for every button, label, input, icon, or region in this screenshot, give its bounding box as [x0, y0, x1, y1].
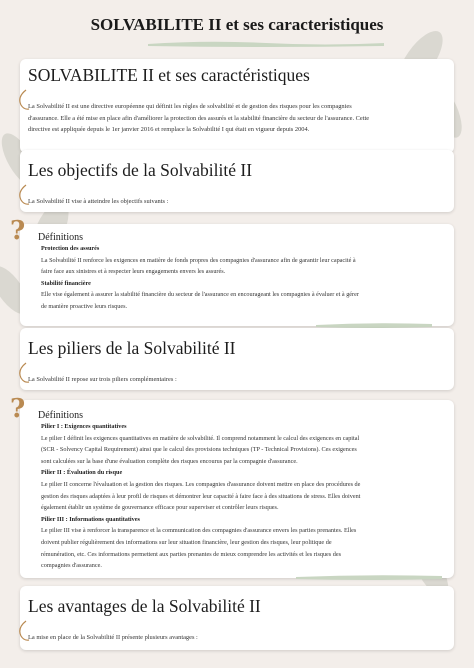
section-heading: SOLVABILITE II et ses caractéristiques: [28, 65, 310, 85]
section-card-solvabilite: [20, 59, 454, 153]
definition-line: (SCR - Solvency Capital Requirement) ainsi que le calcul des provisions techniques (TP - Technical Provisions). Ces exigences: [41, 446, 357, 454]
section-heading: Les avantages de la Solvabilité II: [28, 596, 261, 616]
section-line: La Solvabilité II vise à atteindre les objectifs suivants :: [28, 198, 169, 205]
definition-subtitle: Pilier III : Informations quantitatives: [41, 515, 140, 523]
definition-line: de manière proactive leurs risques.: [41, 302, 128, 310]
definition-line: sont calculées sur la base d'une évaluation complète des risques encourus par la compagnie d'assurance.: [41, 457, 298, 465]
section-card-avantages: [20, 586, 454, 650]
section-card-piliers: [20, 328, 454, 390]
title-brush-stroke-icon: [146, 39, 386, 48]
section-line: La Solvabilité II repose sur trois piliers complémentaires :: [28, 376, 177, 383]
definition-line: Le pilier II concerne l'évaluation et la gestion des risques. Les compagnies d'assurance doivent mettre en place des procédures de: [41, 480, 361, 488]
definitions-card-objectifs: [10, 216, 454, 326]
definition-line: également établir un système de gouvernance efficace pour superviser et contrôler leurs risques.: [41, 504, 279, 512]
definition-line: faire face aux sinistres et à respecter leurs engagements envers les assurés.: [41, 268, 226, 276]
definitions-body: [41, 243, 438, 313]
definition-line: rémunération, etc. Ces informations permettent aux parties prenantes de mieux comprendre les activités et les risques des: [41, 550, 341, 558]
section-line: La mise en place de la Solvabilité II présente plusieurs avantages :: [28, 634, 198, 641]
section-body: [28, 632, 440, 644]
section-card-objectifs: [20, 150, 454, 212]
question-mark-icon: ?: [10, 394, 26, 424]
section-heading: Les objectifs de la Solvabilité II: [28, 160, 253, 180]
definitions-label: Définitions: [38, 232, 83, 243]
section-body: [28, 374, 440, 386]
section-line: La Solvabilité II est une directive européenne qui définit les règles de solvabilité et de gestion des risques pour les compagnies: [28, 103, 352, 110]
section-line: d'assurance. Elle a été mise en place afin d'améliorer la protection des assurés et la stabilité financière du secteur de l'assurance. Cette: [28, 114, 370, 122]
page-title: SOLVABILITE II et ses caracteristiques: [90, 15, 384, 34]
question-mark-icon: ?: [10, 216, 26, 246]
definitions-label: Définitions: [38, 410, 83, 421]
definition-line: doivent publier régulièrement des informations sur leur situation financière, leur gestion des risques, leur politique de: [41, 538, 332, 546]
definitions-body: [41, 421, 438, 572]
definition-subtitle: Protection des assurés: [41, 245, 100, 252]
definition-subtitle: Pilier II : Évaluation du risque: [41, 469, 123, 477]
section-body: [28, 196, 440, 208]
definition-line: gestion des risques adaptées à leur profil de risques et démontrer leur capacité à faire face à des situations de stress. Elles doivent: [41, 492, 361, 500]
definition-line: La Solvabilité II renforce les exigences en matière de fonds propres des compagnies d'assurance afin de garantir leur capacité à: [41, 256, 356, 264]
card-brush-stroke-icon: [294, 573, 444, 581]
definitions-card-piliers: [10, 394, 454, 578]
definition-line: Le pilier I définit les exigences quantitatives en matière de solvabilité. Il comprend notamment le calcul des exigences en capital: [41, 434, 360, 442]
section-line: directive est appliquée depuis le 1er janvier 2016 et remplace la Solvabilité I qui était en vigueur depuis 2004.: [28, 126, 310, 133]
section-body: [28, 101, 440, 136]
section-heading: Les piliers de la Solvabilité II: [28, 338, 236, 358]
definition-line: Le pilier III vise à renforcer la transparence et la communication des compagnies d'assurance envers les parties prenantes. Elles: [41, 527, 357, 535]
definition-subtitle: Pilier I : Exigences quantitatives: [41, 423, 127, 430]
definition-subtitle: Stabilité financière: [41, 279, 91, 287]
definition-line: Elle vise également à assurer la stabilité financière du secteur de l'assurance en encourageant les compagnies à évaluer et à gérer: [41, 291, 359, 299]
definition-line: compagnies d'assurance.: [41, 562, 102, 570]
